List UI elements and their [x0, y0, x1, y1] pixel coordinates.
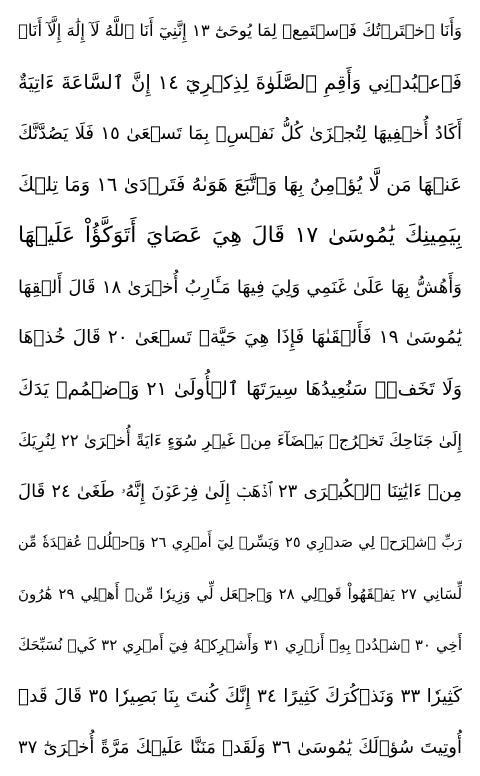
line-text: إِلَىٰ جَنَاحِكَ تَخۡرُجۡ بَيۡضَآءَ مِنۡ غَيۡرِ سُوٓءٍ ءَايَةً أُخۡرَىٰ ٢٢ لِنُرِيَكَ [18, 430, 462, 450]
line-text: يَٰمُوسَىٰ ١٩ فَأَلۡقَىٰهَا فَإِذَا هِيَ حَيَّةٞ تَسۡعَىٰ ٢٠ قَالَ خُذۡهَا [18, 327, 462, 349]
line-text: فَٱعۡبُدۡنِي وَأَقِمِ ٱلصَّلَوٰةَ لِذِكۡرِيٓ ١٤ إِنَّ ٱلسَّاعَةَ ءَاتِيَةٌ [18, 71, 462, 95]
line-text: رَبِّ ٱشۡرَحۡ لِي صَدۡرِي ٢٥ وَيَسِّرۡ لِيٓ أَمۡرِي ٢٦ وَٱحۡلُلۡ عُقۡدَةٗ مِّن [18, 535, 462, 552]
text-line [18, 518, 462, 569]
text-line [18, 160, 462, 211]
text-line [18, 569, 462, 620]
line-text: أَكَادُ أُخۡفِيهَا لِتُجۡزَىٰ كُلُّ نَفۡسِۭ بِمَا تَسۡعَىٰ ١٥ فَلَا يَصُدَّنَّكَ [18, 122, 462, 144]
text-line [18, 211, 462, 262]
line-text: وَأَنَا ٱخۡتَرۡتُكَ فَٱسۡتَمِعۡ لِمَا يُوحَىٰٓ ١٣ إِنَّنِيٓ أَنَا ٱللَّهُ لَآ إِلَٰهَ إِلَّآ أَنَا۠ [18, 21, 462, 41]
line-text: كَثِيرٗا ٣٣ وَنَذۡكُرَكَ كَثِيرًا ٣٤ إِنَّكَ كُنتَ بِنَا بَصِيرٗا ٣٥ قَالَ قَدۡ [18, 685, 462, 707]
line-text: أَخِي ٣٠ ٱشۡدُدۡ بِهِۦٓ أَزۡرِي ٣١ وَأَشۡرِكۡهُ فِيٓ أَمۡرِي ٣٢ كَيۡ نُسَبِّحَكَ [18, 636, 462, 655]
text-line [18, 416, 462, 467]
line-text: لِّسَانِي ٢٧ يَفۡقَهُواْ قَوۡلِي ٢٨ وَٱجۡعَل لِّي وَزِيرٗا مِّنۡ أَهۡلِي ٢٩ هَٰرُونَ [18, 585, 462, 604]
text-line [18, 262, 462, 313]
text-line [18, 364, 462, 415]
line-text: وَلَا تَخَفۡۖ سَنُعِيدُهَا سِيرَتَهَا ٱلۡأُولَىٰ ٢١ وَٱضۡمُمۡ يَدَكَ [18, 378, 462, 401]
line-text: مِنۡ ءَايَٰتِنَا ٱلۡكُبۡرَى ٢٣ ٱذۡهَبۡ إِلَىٰ فِرۡعَوۡنَ إِنَّهُۥ طَغَىٰ ٢٤ قَالَ [18, 481, 462, 503]
text-line [18, 108, 462, 159]
text-line [18, 313, 462, 364]
line-text: أُوتِيتَ سُؤۡلَكَ يَٰمُوسَىٰ ٣٦ وَلَقَدۡ مَنَنَّا عَلَيۡكَ مَرَّةً أُخۡرَىٰٓ ٣٧ [18, 737, 462, 759]
line-text: بِيَمِينِكَ يَٰمُوسَىٰ ١٧ قَالَ هِيَ عَصَايَ أَتَوَكَّؤُاْ عَلَيۡهَا [18, 223, 462, 249]
line-text: وَأَهُشُّ بِهَا عَلَىٰ غَنَمِي وَلِيَ فِيهَا مَـَٔارِبُ أُخۡرَىٰ ١٨ قَالَ أَلۡقِهَا [18, 276, 462, 298]
text-line [18, 723, 462, 774]
line-text: عَنۡهَا مَن لَّا يُؤۡمِنُ بِهَا وَٱتَّبَعَ هَوَىٰهُ فَتَرۡدَىٰ ١٦ وَمَا تِلۡكَ [18, 173, 462, 197]
text-line [18, 6, 462, 57]
text-line [18, 467, 462, 518]
text-line [18, 671, 462, 722]
text-line [18, 57, 462, 108]
text-line [18, 620, 462, 671]
